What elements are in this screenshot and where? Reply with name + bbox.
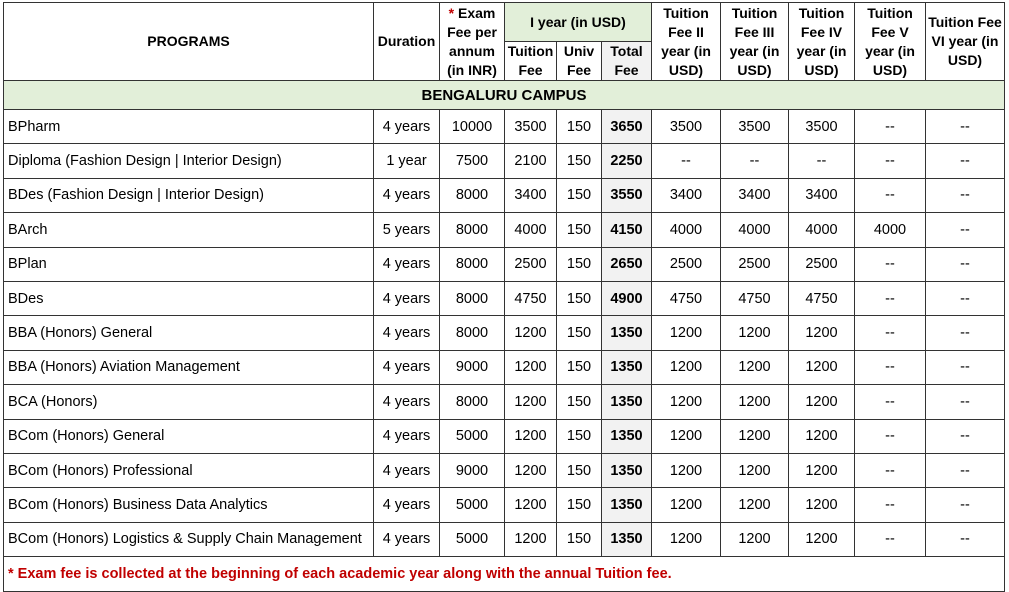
cell-tuition-ii: 1200 bbox=[652, 419, 721, 453]
cell-tuition-iii: 1200 bbox=[721, 453, 789, 487]
cell-tuition-iv: 3500 bbox=[789, 110, 855, 144]
cell-tuition-v: -- bbox=[855, 488, 926, 522]
cell-tuition-v: 4000 bbox=[855, 213, 926, 247]
cell-year1-total: 1350 bbox=[602, 350, 652, 384]
cell-exam-fee: 8000 bbox=[440, 178, 505, 212]
cell-year1-total: 4150 bbox=[602, 213, 652, 247]
fee-table bbox=[3, 2, 1005, 592]
cell-year1-total: 3650 bbox=[602, 110, 652, 144]
table-row bbox=[4, 178, 1005, 212]
cell-year1-total: 1350 bbox=[602, 316, 652, 350]
cell-tuition-v: -- bbox=[855, 350, 926, 384]
cell-tuition-iii: 1200 bbox=[721, 419, 789, 453]
cell-year1-univ: 150 bbox=[557, 419, 602, 453]
header-tuition-iv: Tuition Fee IV year (in USD) bbox=[789, 3, 855, 81]
cell-year1-total: 1350 bbox=[602, 488, 652, 522]
header-duration: Duration bbox=[374, 3, 440, 81]
cell-tuition-iv: 1200 bbox=[789, 419, 855, 453]
cell-program: BCom (Honors) Logistics & Supply Chain Management bbox=[4, 522, 374, 556]
cell-tuition-vi: -- bbox=[926, 350, 1005, 384]
table-row bbox=[4, 522, 1005, 556]
cell-program: BDes bbox=[4, 281, 374, 315]
cell-tuition-iv: 1200 bbox=[789, 385, 855, 419]
cell-program: BArch bbox=[4, 213, 374, 247]
footnote: * Exam fee is collected at the beginning of each academic year along with the annual Tuition fee. bbox=[4, 557, 1005, 592]
cell-tuition-vi: -- bbox=[926, 213, 1005, 247]
cell-year1-total: 2250 bbox=[602, 144, 652, 178]
cell-year1-tuition: 1200 bbox=[505, 419, 557, 453]
cell-tuition-iii: 1200 bbox=[721, 385, 789, 419]
cell-program: BCom (Honors) Business Data Analytics bbox=[4, 488, 374, 522]
cell-year1-tuition: 1200 bbox=[505, 522, 557, 556]
cell-exam-fee: 8000 bbox=[440, 385, 505, 419]
cell-tuition-iv: 1200 bbox=[789, 453, 855, 487]
cell-year1-tuition: 1200 bbox=[505, 453, 557, 487]
cell-tuition-ii: 1200 bbox=[652, 522, 721, 556]
cell-year1-univ: 150 bbox=[557, 144, 602, 178]
header-programs: PROGRAMS bbox=[4, 3, 374, 81]
cell-year1-tuition: 1200 bbox=[505, 350, 557, 384]
cell-exam-fee: 8000 bbox=[440, 213, 505, 247]
table-row bbox=[4, 281, 1005, 315]
cell-tuition-v: -- bbox=[855, 247, 926, 281]
cell-tuition-iv: 1200 bbox=[789, 350, 855, 384]
table-row bbox=[4, 385, 1005, 419]
table-row bbox=[4, 419, 1005, 453]
cell-tuition-iii: 2500 bbox=[721, 247, 789, 281]
table-row bbox=[4, 488, 1005, 522]
cell-tuition-ii: 3400 bbox=[652, 178, 721, 212]
cell-duration: 4 years bbox=[374, 281, 440, 315]
cell-year1-univ: 150 bbox=[557, 453, 602, 487]
cell-year1-univ: 150 bbox=[557, 213, 602, 247]
cell-tuition-ii: 4750 bbox=[652, 281, 721, 315]
cell-year1-tuition: 1200 bbox=[505, 385, 557, 419]
header-year1-tuition: Tuition Fee bbox=[505, 42, 557, 81]
cell-tuition-v: -- bbox=[855, 453, 926, 487]
cell-exam-fee: 5000 bbox=[440, 419, 505, 453]
cell-exam-fee: 8000 bbox=[440, 281, 505, 315]
cell-tuition-vi: -- bbox=[926, 247, 1005, 281]
cell-year1-total: 3550 bbox=[602, 178, 652, 212]
cell-exam-fee: 8000 bbox=[440, 247, 505, 281]
header-year1-total: Total Fee bbox=[602, 42, 652, 81]
cell-program: BCom (Honors) General bbox=[4, 419, 374, 453]
cell-tuition-iii: 3400 bbox=[721, 178, 789, 212]
cell-tuition-iii: 4000 bbox=[721, 213, 789, 247]
cell-tuition-iii: 1200 bbox=[721, 488, 789, 522]
cell-tuition-vi: -- bbox=[926, 178, 1005, 212]
cell-duration: 4 years bbox=[374, 350, 440, 384]
cell-duration: 1 year bbox=[374, 144, 440, 178]
cell-tuition-vi: -- bbox=[926, 419, 1005, 453]
table-row bbox=[4, 213, 1005, 247]
cell-year1-tuition: 3500 bbox=[505, 110, 557, 144]
cell-program: BDes (Fashion Design | Interior Design) bbox=[4, 178, 374, 212]
cell-duration: 4 years bbox=[374, 178, 440, 212]
cell-tuition-iii: 1200 bbox=[721, 522, 789, 556]
cell-year1-univ: 150 bbox=[557, 281, 602, 315]
cell-tuition-v: -- bbox=[855, 419, 926, 453]
cell-exam-fee: 9000 bbox=[440, 350, 505, 384]
campus-heading: BENGALURU CAMPUS bbox=[4, 81, 1005, 110]
cell-year1-total: 2650 bbox=[602, 247, 652, 281]
cell-tuition-iii: 3500 bbox=[721, 110, 789, 144]
cell-tuition-iii: 1200 bbox=[721, 350, 789, 384]
cell-year1-tuition: 1200 bbox=[505, 488, 557, 522]
cell-tuition-iii: 4750 bbox=[721, 281, 789, 315]
header-year1-group: I year (in USD) bbox=[505, 3, 652, 42]
cell-tuition-v: -- bbox=[855, 110, 926, 144]
cell-tuition-v: -- bbox=[855, 281, 926, 315]
cell-tuition-v: -- bbox=[855, 522, 926, 556]
cell-tuition-ii: 1200 bbox=[652, 453, 721, 487]
cell-program: BPlan bbox=[4, 247, 374, 281]
cell-year1-tuition: 1200 bbox=[505, 316, 557, 350]
table-row bbox=[4, 453, 1005, 487]
cell-tuition-vi: -- bbox=[926, 144, 1005, 178]
cell-tuition-vi: -- bbox=[926, 385, 1005, 419]
cell-year1-total: 1350 bbox=[602, 419, 652, 453]
cell-tuition-iv: 1200 bbox=[789, 488, 855, 522]
cell-tuition-ii: 1200 bbox=[652, 350, 721, 384]
cell-tuition-v: -- bbox=[855, 316, 926, 350]
header-tuition-v: Tuition Fee V year (in USD) bbox=[855, 3, 926, 81]
cell-exam-fee: 9000 bbox=[440, 453, 505, 487]
header-year1-univ: Univ Fee bbox=[557, 42, 602, 81]
cell-exam-fee: 5000 bbox=[440, 522, 505, 556]
cell-exam-fee: 8000 bbox=[440, 316, 505, 350]
cell-duration: 4 years bbox=[374, 110, 440, 144]
header-tuition-iii: Tuition Fee III year (in USD) bbox=[721, 3, 789, 81]
cell-duration: 4 years bbox=[374, 385, 440, 419]
exam-fee-label: Exam Fee per annum (in INR) bbox=[447, 4, 497, 78]
cell-program: BBA (Honors) General bbox=[4, 316, 374, 350]
cell-year1-total: 1350 bbox=[602, 385, 652, 419]
cell-tuition-ii: 4000 bbox=[652, 213, 721, 247]
cell-year1-univ: 150 bbox=[557, 350, 602, 384]
cell-tuition-iv: 1200 bbox=[789, 316, 855, 350]
cell-exam-fee: 5000 bbox=[440, 488, 505, 522]
cell-year1-univ: 150 bbox=[557, 110, 602, 144]
cell-year1-tuition: 4750 bbox=[505, 281, 557, 315]
cell-year1-univ: 150 bbox=[557, 522, 602, 556]
cell-year1-total: 1350 bbox=[602, 522, 652, 556]
cell-tuition-ii: 2500 bbox=[652, 247, 721, 281]
cell-duration: 4 years bbox=[374, 453, 440, 487]
cell-duration: 4 years bbox=[374, 247, 440, 281]
cell-tuition-ii: 3500 bbox=[652, 110, 721, 144]
cell-tuition-iv: 4750 bbox=[789, 281, 855, 315]
cell-duration: 4 years bbox=[374, 419, 440, 453]
cell-tuition-ii: 1200 bbox=[652, 316, 721, 350]
cell-year1-univ: 150 bbox=[557, 247, 602, 281]
cell-duration: 4 years bbox=[374, 488, 440, 522]
cell-tuition-iv: 3400 bbox=[789, 178, 855, 212]
cell-tuition-ii: 1200 bbox=[652, 385, 721, 419]
table-row bbox=[4, 144, 1005, 178]
header-exam-fee bbox=[440, 3, 505, 81]
cell-tuition-iv: 4000 bbox=[789, 213, 855, 247]
cell-tuition-vi: -- bbox=[926, 488, 1005, 522]
cell-tuition-v: -- bbox=[855, 385, 926, 419]
cell-year1-univ: 150 bbox=[557, 488, 602, 522]
cell-tuition-vi: -- bbox=[926, 316, 1005, 350]
cell-year1-tuition: 2500 bbox=[505, 247, 557, 281]
cell-tuition-vi: -- bbox=[926, 110, 1005, 144]
cell-year1-tuition: 3400 bbox=[505, 178, 557, 212]
cell-program: BCA (Honors) bbox=[4, 385, 374, 419]
cell-tuition-v: -- bbox=[855, 144, 926, 178]
cell-duration: 5 years bbox=[374, 213, 440, 247]
table-row bbox=[4, 247, 1005, 281]
exam-fee-asterisk: * bbox=[448, 4, 455, 21]
cell-year1-tuition: 4000 bbox=[505, 213, 557, 247]
cell-tuition-iii: 1200 bbox=[721, 316, 789, 350]
cell-tuition-vi: -- bbox=[926, 522, 1005, 556]
cell-year1-tuition: 2100 bbox=[505, 144, 557, 178]
cell-duration: 4 years bbox=[374, 316, 440, 350]
table-row bbox=[4, 316, 1005, 350]
cell-program: BBA (Honors) Aviation Management bbox=[4, 350, 374, 384]
cell-tuition-vi: -- bbox=[926, 453, 1005, 487]
cell-year1-univ: 150 bbox=[557, 316, 602, 350]
cell-tuition-ii: 1200 bbox=[652, 488, 721, 522]
cell-tuition-ii: -- bbox=[652, 144, 721, 178]
cell-year1-total: 1350 bbox=[602, 453, 652, 487]
cell-tuition-iv: 2500 bbox=[789, 247, 855, 281]
cell-exam-fee: 10000 bbox=[440, 110, 505, 144]
header-tuition-vi: Tuition Fee VI year (in USD) bbox=[926, 3, 1005, 81]
cell-exam-fee: 7500 bbox=[440, 144, 505, 178]
cell-tuition-iv: 1200 bbox=[789, 522, 855, 556]
cell-tuition-iii: -- bbox=[721, 144, 789, 178]
cell-year1-univ: 150 bbox=[557, 385, 602, 419]
table-row bbox=[4, 110, 1005, 144]
cell-year1-total: 4900 bbox=[602, 281, 652, 315]
header-tuition-ii: Tuition Fee II year (in USD) bbox=[652, 3, 721, 81]
cell-tuition-v: -- bbox=[855, 178, 926, 212]
cell-tuition-vi: -- bbox=[926, 281, 1005, 315]
cell-program: BPharm bbox=[4, 110, 374, 144]
cell-year1-univ: 150 bbox=[557, 178, 602, 212]
cell-program: Diploma (Fashion Design | Interior Design) bbox=[4, 144, 374, 178]
cell-program: BCom (Honors) Professional bbox=[4, 453, 374, 487]
cell-tuition-iv: -- bbox=[789, 144, 855, 178]
cell-duration: 4 years bbox=[374, 522, 440, 556]
table-row bbox=[4, 350, 1005, 384]
